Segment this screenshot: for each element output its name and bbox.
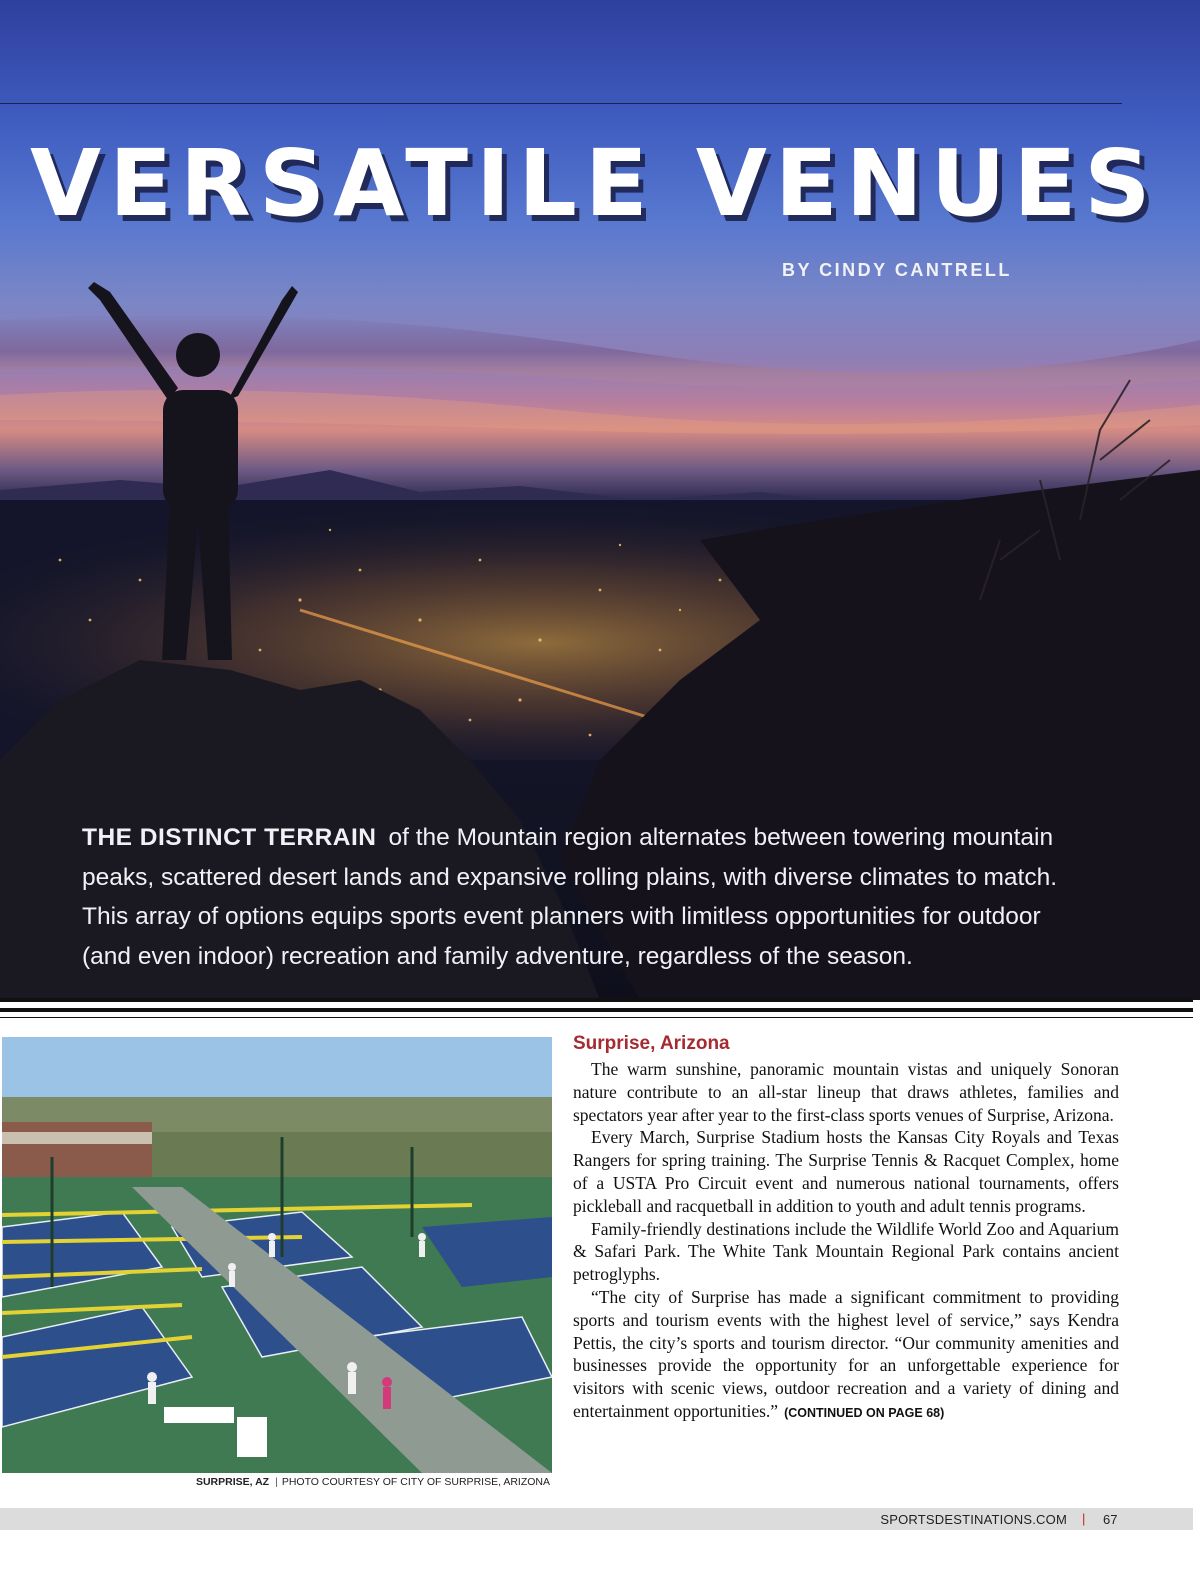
- article-paragraph-2: Every March, Surprise Stadium hosts the Kansas City Royals and Texas Rangers for spring training. The Surprise Tennis & Racquet Complex, home of a USTA Pro Circuit event and numerous national tournaments, offers pickleball and racquetball in addition to youth and adult tennis programs.: [573, 1127, 1119, 1216]
- byline: BY CINDY CANTRELL: [782, 260, 1012, 280]
- intro-paragraph: [82, 818, 1092, 976]
- footer-separator: |: [1082, 1511, 1086, 1526]
- section-heading: Surprise, Arizona: [573, 1033, 730, 1054]
- intro-lead: THE DISTINCT TERRAIN: [82, 824, 377, 851]
- courts-illustration: [2, 1037, 552, 1473]
- intro-body: of the Mountain region alternates between towering mountain peaks, scattered desert lands and expansive rolling plains, with diverse climates to match. This array of options equips sports event planners with limitless opportunities for outdoor (and even indoor) recreation and family adventure, regardless of the season.: [82, 824, 1058, 970]
- pickleball-courts-photo: [2, 1037, 552, 1473]
- section-rule-middle: [0, 1008, 1193, 1012]
- article-paragraph-4-text: “The city of Surprise has made a significant commitment to providing sports and tourism events with the highest level of service,” says Kendra Pettis, the city’s sports and tourism director. “Our community amenities and businesses provide the opportunity for an unforgettable experience for visitors with scenic views, outdoor recreation and a variety of dining and entertainment opportunities.”: [573, 1286, 1119, 1421]
- article-column: [573, 1033, 1119, 1425]
- continued-note: (CONTINUED ON PAGE 68): [784, 1405, 945, 1420]
- section-rule-bottom: [0, 1017, 1193, 1018]
- page-number: 67: [1103, 1512, 1118, 1527]
- section-rule-top: [0, 998, 1193, 1002]
- page-footer: [0, 1508, 1193, 1530]
- caption-place: SURPRISE, AZ: [195, 1476, 270, 1488]
- caption-credit: PHOTO COURTESY OF CITY OF SURPRISE, ARIZONA: [281, 1476, 550, 1488]
- article-paragraph-1: The warm sunshine, panoramic mountain vistas and uniquely Sonoran nature contribute to an all-star lineup that draws athletes, families and spectators year after year to the first-class sports venues of Surprise, Arizona.: [573, 1059, 1119, 1125]
- caption-separator: |: [275, 1476, 278, 1488]
- article-paragraph-4: [573, 1286, 1119, 1425]
- top-rule: [0, 103, 1122, 104]
- photo-caption: [0, 1476, 550, 1488]
- footer-site: SPORTSDESTINATIONS.COM: [880, 1512, 1067, 1527]
- article-headline: VERSATILE VENUES: [30, 130, 1159, 237]
- article-paragraph-3: Family-friendly destinations include the Wildlife World Zoo and Aquarium & Safari Park. The White Tank Mountain Regional Park contains ancient petroglyphs.: [573, 1218, 1119, 1285]
